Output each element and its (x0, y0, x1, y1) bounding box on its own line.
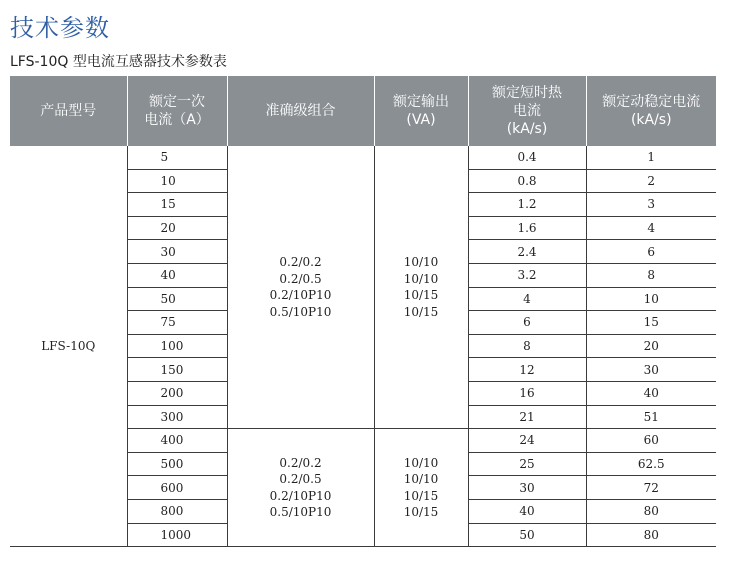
dynamic-current-cell: 80 (586, 499, 716, 523)
thermal-current-cell: 50 (468, 523, 586, 547)
rated-current-cell: 50 (127, 287, 227, 311)
rated-output-line: 10/15 (403, 488, 439, 503)
section-heading: 技术参数 (10, 14, 110, 42)
thermal-current-cell: 0.4 (468, 146, 586, 169)
thermal-current-cell: 24 (468, 429, 586, 453)
thermal-current-cell: 30 (468, 476, 586, 500)
table-caption: LFS-10Q 型电流互感器技术参数表 (10, 54, 227, 70)
rated-output-cell (374, 429, 468, 547)
header-dynamic-stable-current: 额定动稳定电流 (kA/s) (586, 76, 716, 146)
header-accuracy-class: 准确级组合 (227, 76, 374, 146)
rated-current-cell: 30 (127, 240, 227, 264)
model-cell: LFS-10Q (10, 146, 127, 547)
rated-current-cell: 5 (127, 146, 227, 169)
dynamic-current-cell: 3 (586, 193, 716, 217)
thermal-current-cell: 0.8 (468, 169, 586, 193)
dynamic-current-cell: 8 (586, 263, 716, 287)
header-short-time-thermal-current: 额定短时热 电流 (kA/s) (468, 76, 586, 146)
rated-current-cell: 400 (127, 429, 227, 453)
thermal-current-cell: 12 (468, 358, 586, 382)
dynamic-current-cell: 6 (586, 240, 716, 264)
dynamic-current-cell: 80 (586, 523, 716, 547)
dynamic-current-cell: 40 (586, 381, 716, 405)
thermal-current-cell: 8 (468, 334, 586, 358)
dynamic-current-cell: 62.5 (586, 452, 716, 476)
accuracy-class-line: 0.5/10P10 (269, 505, 332, 520)
dynamic-current-cell: 51 (586, 405, 716, 429)
dynamic-current-cell: 4 (586, 216, 716, 240)
rated-output-cell (374, 146, 468, 429)
accuracy-class-line: 0.2/0.5 (279, 472, 322, 487)
rated-current-cell: 10 (127, 169, 227, 193)
rated-current-cell: 300 (127, 405, 227, 429)
rated-current-cell: 15 (127, 193, 227, 217)
thermal-current-cell: 1.6 (468, 216, 586, 240)
parameter-table (10, 76, 716, 547)
thermal-current-cell: 6 (468, 311, 586, 335)
table-row (10, 146, 716, 169)
rated-output-line: 10/10 (403, 472, 439, 487)
dynamic-current-cell: 30 (586, 358, 716, 382)
header-model: 产品型号 (10, 76, 127, 146)
rated-output-line: 10/10 (403, 255, 439, 270)
thermal-current-cell: 4 (468, 287, 586, 311)
rated-current-cell: 800 (127, 499, 227, 523)
rated-output-line: 10/10 (403, 271, 439, 286)
thermal-current-cell: 3.2 (468, 263, 586, 287)
rated-current-cell: 75 (127, 311, 227, 335)
dynamic-current-cell: 10 (586, 287, 716, 311)
rated-current-cell: 20 (127, 216, 227, 240)
rated-output-line: 10/15 (403, 288, 439, 303)
rated-current-cell: 200 (127, 381, 227, 405)
accuracy-class-cell (227, 429, 374, 547)
accuracy-class-cell (227, 146, 374, 429)
accuracy-class-line: 0.2/10P10 (269, 288, 332, 303)
header-rated-primary-current: 额定一次 电流（A） (127, 76, 227, 146)
accuracy-class-line: 0.5/10P10 (269, 304, 332, 319)
table-header-row (10, 76, 716, 146)
dynamic-current-cell: 60 (586, 429, 716, 453)
rated-current-cell: 1000 (127, 523, 227, 547)
header-rated-output: 额定输出 (VA) (374, 76, 468, 146)
thermal-current-cell: 40 (468, 499, 586, 523)
thermal-current-cell: 25 (468, 452, 586, 476)
dynamic-current-cell: 2 (586, 169, 716, 193)
thermal-current-cell: 2.4 (468, 240, 586, 264)
rated-output-line: 10/15 (403, 304, 439, 319)
thermal-current-cell: 1.2 (468, 193, 586, 217)
accuracy-class-line: 0.2/0.2 (279, 455, 322, 470)
rated-current-cell: 100 (127, 334, 227, 358)
thermal-current-cell: 16 (468, 381, 586, 405)
rated-output-line: 10/10 (403, 455, 439, 470)
rated-current-cell: 500 (127, 452, 227, 476)
rated-current-cell: 600 (127, 476, 227, 500)
rated-output-line: 10/15 (403, 505, 439, 520)
accuracy-class-line: 0.2/10P10 (269, 488, 332, 503)
dynamic-current-cell: 1 (586, 146, 716, 169)
dynamic-current-cell: 15 (586, 311, 716, 335)
rated-current-cell: 40 (127, 263, 227, 287)
dynamic-current-cell: 72 (586, 476, 716, 500)
dynamic-current-cell: 20 (586, 334, 716, 358)
accuracy-class-line: 0.2/0.2 (279, 255, 322, 270)
accuracy-class-line: 0.2/0.5 (279, 271, 322, 286)
thermal-current-cell: 21 (468, 405, 586, 429)
table-body (10, 146, 716, 547)
rated-current-cell: 150 (127, 358, 227, 382)
